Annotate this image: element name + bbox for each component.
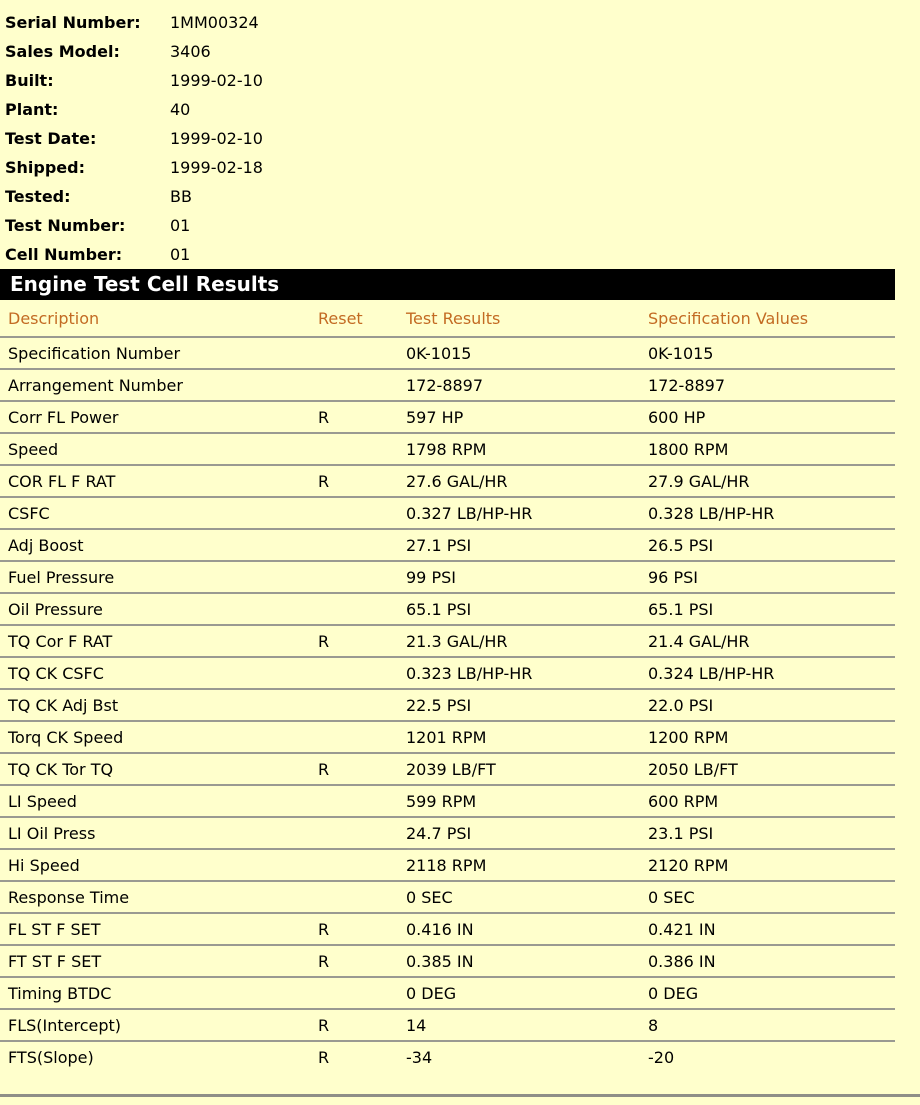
table-row — [0, 1041, 895, 1073]
info-label: Shipped: — [5, 158, 86, 177]
cell-specification-value: 26.5 PSI — [640, 529, 895, 561]
cell-specification-value: 0.386 IN — [640, 945, 895, 977]
section-title-banner — [0, 269, 895, 300]
info-value: 1999-02-10 — [170, 71, 263, 90]
cell-description: FTS(Slope) — [0, 1041, 310, 1073]
table-row — [0, 529, 895, 561]
table-header-row — [0, 300, 895, 337]
cell-reset-flag — [310, 689, 398, 721]
cell-test-result: 27.6 GAL/HR — [398, 465, 640, 497]
bottom-divider — [0, 1094, 920, 1097]
cell-specification-value: -20 — [640, 1041, 895, 1073]
cell-specification-value: 2120 RPM — [640, 849, 895, 881]
cell-specification-value: 0.421 IN — [640, 913, 895, 945]
cell-specification-value: 65.1 PSI — [640, 593, 895, 625]
info-row — [5, 8, 920, 37]
cell-specification-value: 1200 RPM — [640, 721, 895, 753]
cell-specification-value: 172-8897 — [640, 369, 895, 401]
col-header-description: Description — [8, 308, 100, 328]
cell-reset-flag — [310, 593, 398, 625]
cell-description: Response Time — [0, 881, 310, 913]
table-row — [0, 657, 895, 689]
cell-test-result: 1798 RPM — [398, 433, 640, 465]
table-row — [0, 625, 895, 657]
cell-reset-flag — [310, 817, 398, 849]
cell-test-result: 22.5 PSI — [398, 689, 640, 721]
cell-test-result: -34 — [398, 1041, 640, 1073]
cell-test-result: 0.323 LB/HP-HR — [398, 657, 640, 689]
cell-reset-flag — [310, 337, 398, 369]
cell-specification-value: 0.324 LB/HP-HR — [640, 657, 895, 689]
cell-test-result: 2039 LB/FT — [398, 753, 640, 785]
info-label: Test Number: — [5, 216, 126, 235]
cell-reset-flag — [310, 977, 398, 1009]
cell-specification-value: 27.9 GAL/HR — [640, 465, 895, 497]
cell-description: COR FL F RAT — [0, 465, 310, 497]
cell-test-result: 21.3 GAL/HR — [398, 625, 640, 657]
info-value: 3406 — [170, 42, 211, 61]
info-label: Built: — [5, 71, 54, 90]
cell-reset-flag — [310, 721, 398, 753]
cell-test-result: 599 RPM — [398, 785, 640, 817]
cell-reset-flag — [310, 369, 398, 401]
table-row — [0, 785, 895, 817]
info-row — [5, 182, 920, 211]
cell-specification-value: 96 PSI — [640, 561, 895, 593]
cell-reset-flag: R — [310, 753, 398, 785]
cell-test-result: 0.416 IN — [398, 913, 640, 945]
cell-reset-flag — [310, 785, 398, 817]
table-row — [0, 433, 895, 465]
cell-reset-flag — [310, 497, 398, 529]
table-row — [0, 337, 895, 369]
info-row — [5, 211, 920, 240]
cell-reset-flag: R — [310, 465, 398, 497]
cell-description: Hi Speed — [0, 849, 310, 881]
cell-description: Adj Boost — [0, 529, 310, 561]
col-header-test-results: Test Results — [406, 308, 501, 328]
cell-reset-flag: R — [310, 1009, 398, 1041]
cell-test-result: 0 DEG — [398, 977, 640, 1009]
cell-description: TQ CK Adj Bst — [0, 689, 310, 721]
info-value: 1MM00324 — [170, 13, 259, 32]
cell-test-result: 0.327 LB/HP-HR — [398, 497, 640, 529]
info-value: BB — [170, 187, 192, 206]
table-row — [0, 689, 895, 721]
cell-reset-flag — [310, 881, 398, 913]
table-row — [0, 497, 895, 529]
cell-reset-flag — [310, 529, 398, 561]
table-row — [0, 945, 895, 977]
cell-test-result: 1201 RPM — [398, 721, 640, 753]
cell-reset-flag — [310, 433, 398, 465]
cell-specification-value: 0K-1015 — [640, 337, 895, 369]
info-value: 1999-02-10 — [170, 129, 263, 148]
engine-info-section — [0, 0, 920, 269]
cell-description: Fuel Pressure — [0, 561, 310, 593]
info-value: 40 — [170, 100, 191, 119]
cell-specification-value: 8 — [640, 1009, 895, 1041]
info-label: Tested: — [5, 187, 71, 206]
cell-test-result: 27.1 PSI — [398, 529, 640, 561]
cell-reset-flag — [310, 849, 398, 881]
cell-test-result: 24.7 PSI — [398, 817, 640, 849]
cell-reset-flag — [310, 657, 398, 689]
table-row — [0, 913, 895, 945]
cell-description: TQ CK Tor TQ — [0, 753, 310, 785]
info-row — [5, 37, 920, 66]
info-row — [5, 66, 920, 95]
table-row — [0, 369, 895, 401]
info-value: 01 — [170, 216, 191, 235]
cell-reset-flag: R — [310, 401, 398, 433]
cell-description: Timing BTDC — [0, 977, 310, 1009]
cell-description: LI Speed — [0, 785, 310, 817]
cell-reset-flag: R — [310, 913, 398, 945]
cell-reset-flag: R — [310, 625, 398, 657]
table-row — [0, 753, 895, 785]
cell-reset-flag — [310, 561, 398, 593]
cell-description: Torq CK Speed — [0, 721, 310, 753]
info-label: Cell Number: — [5, 245, 123, 264]
cell-specification-value: 0 DEG — [640, 977, 895, 1009]
cell-test-result: 65.1 PSI — [398, 593, 640, 625]
cell-description: FT ST F SET — [0, 945, 310, 977]
cell-test-result: 14 — [398, 1009, 640, 1041]
cell-specification-value: 0 SEC — [640, 881, 895, 913]
cell-description: TQ Cor F RAT — [0, 625, 310, 657]
cell-description: FLS(Intercept) — [0, 1009, 310, 1041]
cell-test-result: 172-8897 — [398, 369, 640, 401]
cell-specification-value: 600 RPM — [640, 785, 895, 817]
cell-description: TQ CK CSFC — [0, 657, 310, 689]
table-row — [0, 817, 895, 849]
cell-test-result: 0.385 IN — [398, 945, 640, 977]
cell-description: Speed — [0, 433, 310, 465]
info-value: 01 — [170, 245, 191, 264]
table-row — [0, 401, 895, 433]
table-row — [0, 593, 895, 625]
section-title: Engine Test Cell Results — [10, 272, 280, 296]
cell-description: Specification Number — [0, 337, 310, 369]
cell-test-result: 0K-1015 — [398, 337, 640, 369]
info-label: Sales Model: — [5, 42, 120, 61]
info-row — [5, 153, 920, 182]
cell-specification-value: 21.4 GAL/HR — [640, 625, 895, 657]
table-row — [0, 881, 895, 913]
info-row — [5, 95, 920, 124]
cell-specification-value: 22.0 PSI — [640, 689, 895, 721]
cell-description: Arrangement Number — [0, 369, 310, 401]
cell-reset-flag: R — [310, 945, 398, 977]
cell-specification-value: 23.1 PSI — [640, 817, 895, 849]
test-results-table — [0, 300, 895, 1073]
cell-specification-value: 0.328 LB/HP-HR — [640, 497, 895, 529]
info-label: Serial Number: — [5, 13, 141, 32]
cell-test-result: 2118 RPM — [398, 849, 640, 881]
col-header-specification-values: Specification Values — [648, 308, 809, 328]
cell-description: Corr FL Power — [0, 401, 310, 433]
cell-description: LI Oil Press — [0, 817, 310, 849]
cell-test-result: 597 HP — [398, 401, 640, 433]
table-row — [0, 465, 895, 497]
cell-test-result: 99 PSI — [398, 561, 640, 593]
info-row — [5, 240, 920, 269]
table-row — [0, 561, 895, 593]
cell-specification-value: 600 HP — [640, 401, 895, 433]
info-label: Plant: — [5, 100, 59, 119]
cell-specification-value: 1800 RPM — [640, 433, 895, 465]
cell-test-result: 0 SEC — [398, 881, 640, 913]
table-row — [0, 977, 895, 1009]
cell-description: CSFC — [0, 497, 310, 529]
cell-reset-flag: R — [310, 1041, 398, 1073]
cell-description: Oil Pressure — [0, 593, 310, 625]
table-row — [0, 849, 895, 881]
table-row — [0, 721, 895, 753]
info-row — [5, 124, 920, 153]
info-value: 1999-02-18 — [170, 158, 263, 177]
col-header-reset: Reset — [318, 308, 363, 328]
cell-specification-value: 2050 LB/FT — [640, 753, 895, 785]
cell-description: FL ST F SET — [0, 913, 310, 945]
info-label: Test Date: — [5, 129, 97, 148]
table-row — [0, 1009, 895, 1041]
